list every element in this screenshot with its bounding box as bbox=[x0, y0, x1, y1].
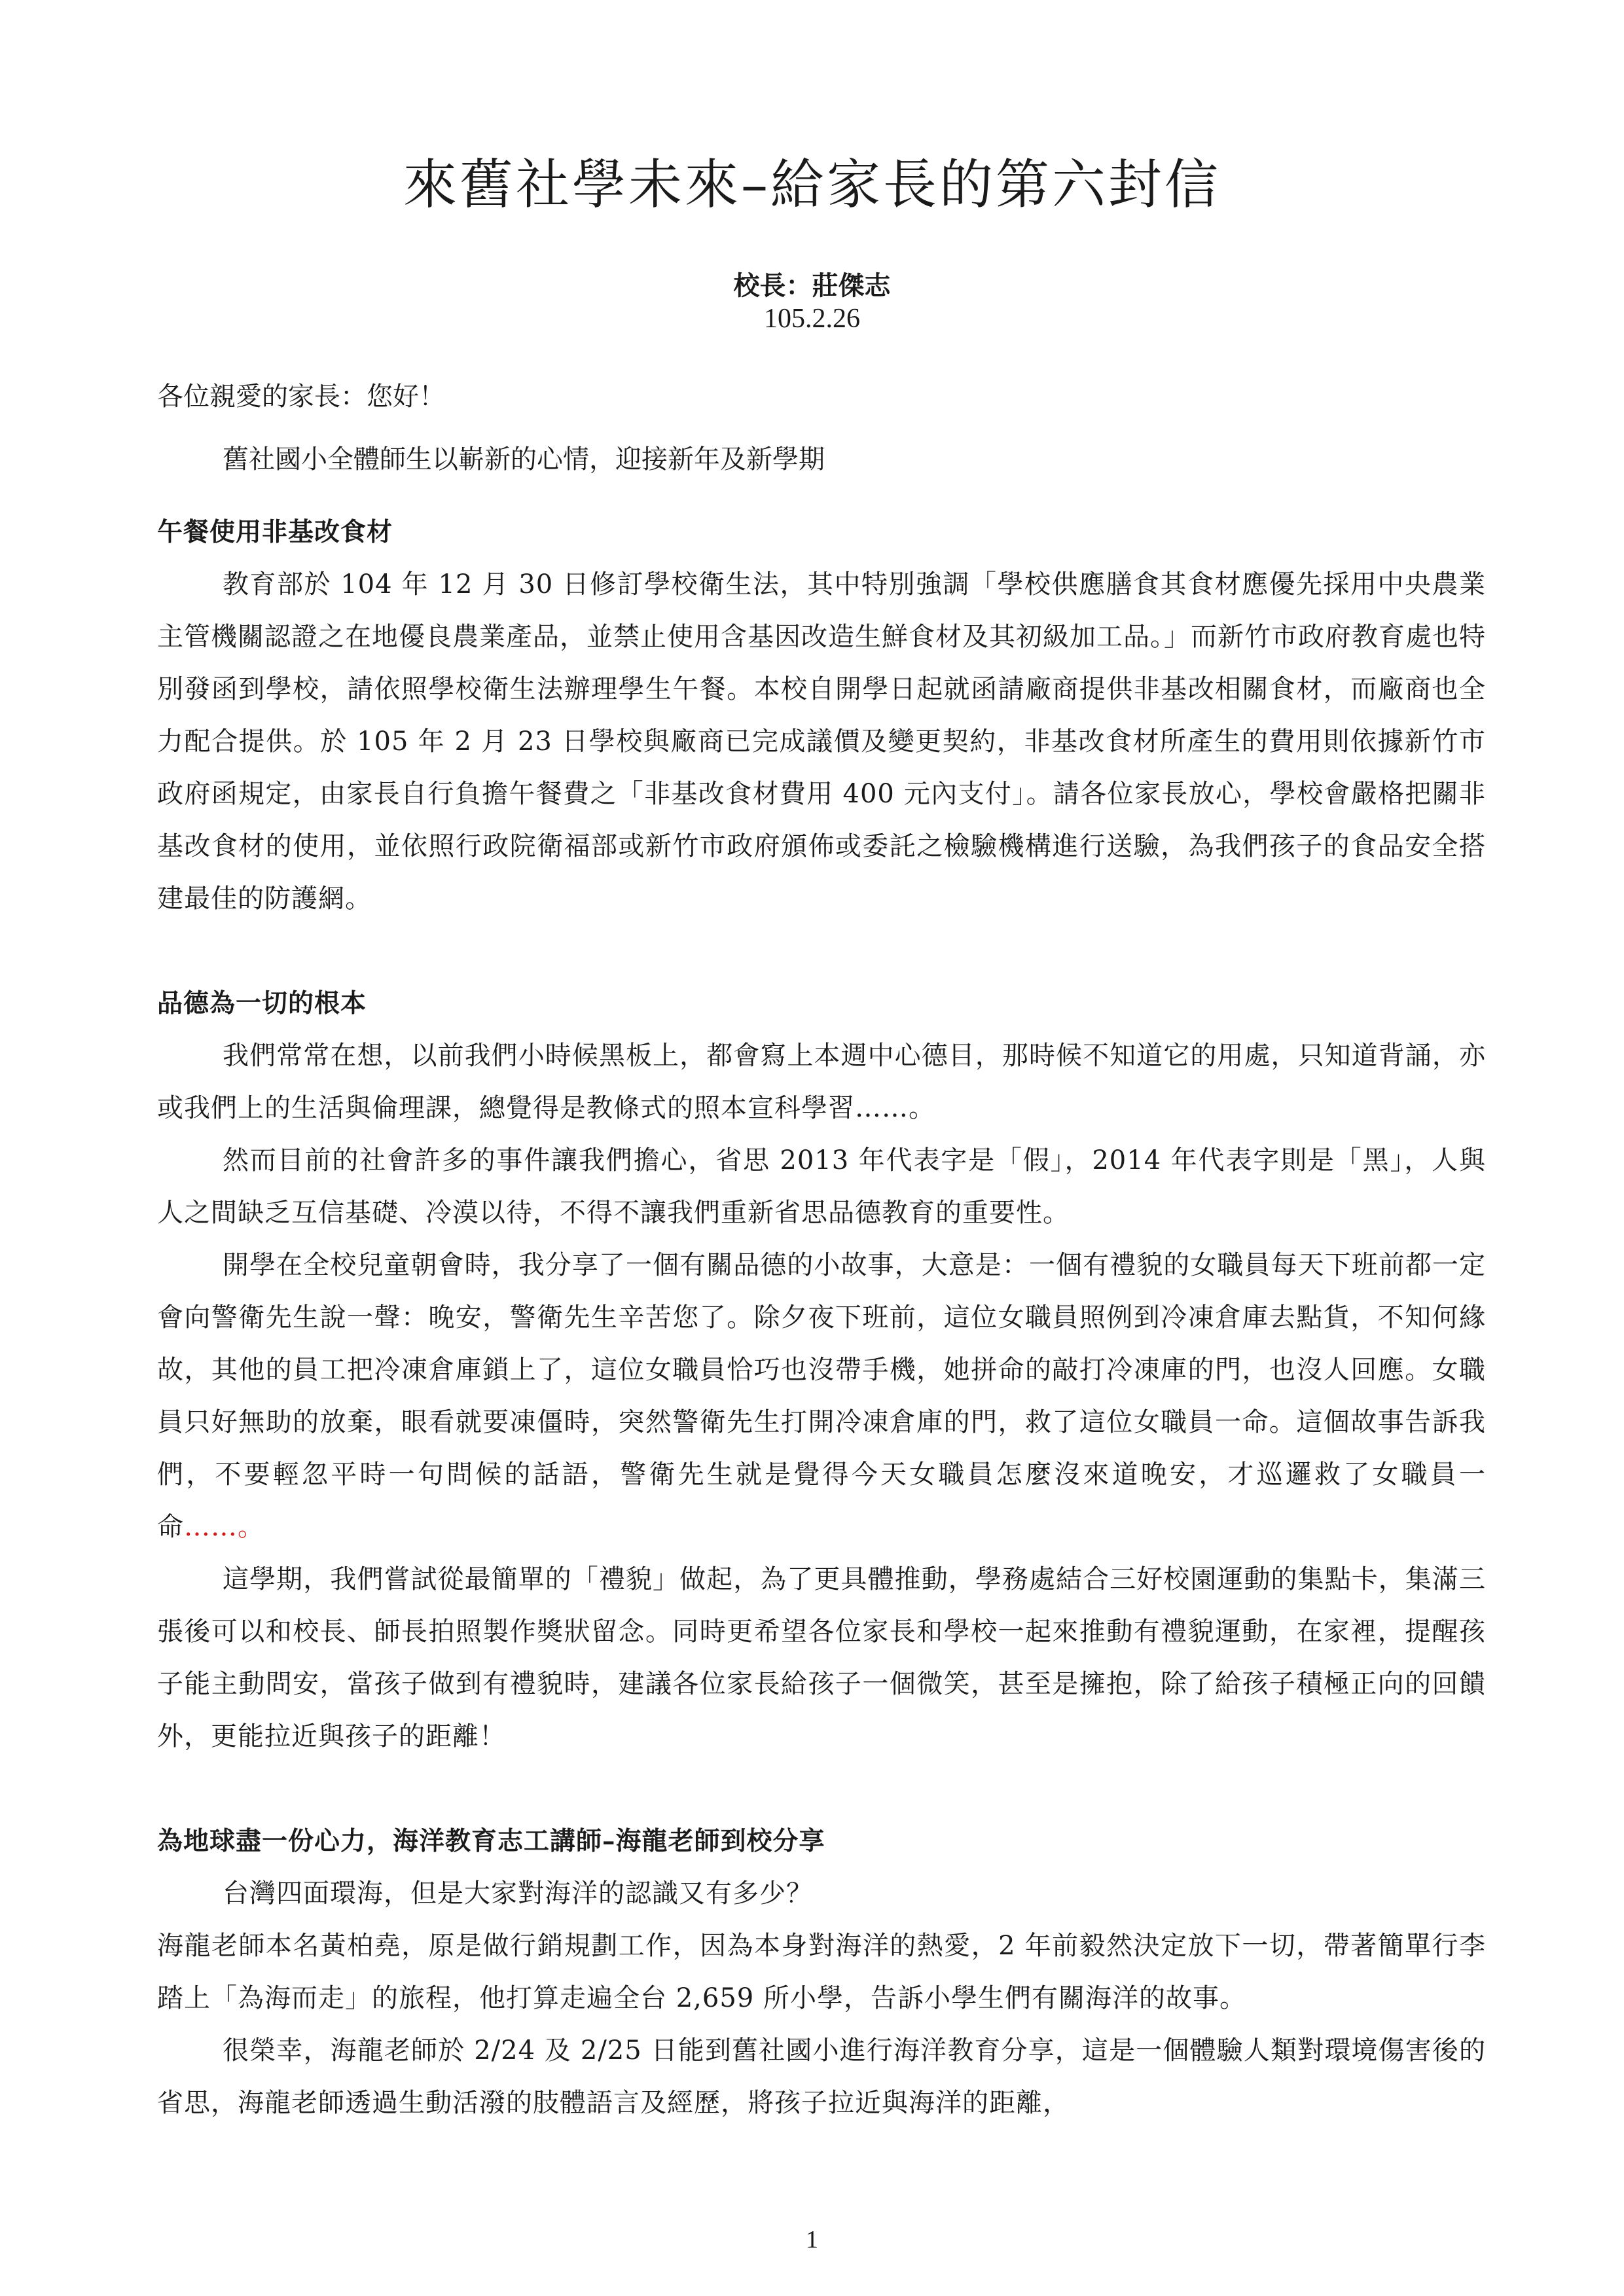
story-ellipsis: ……。 bbox=[184, 1512, 264, 1542]
letter-date: 105.2.26 bbox=[764, 304, 860, 334]
section-heading-ocean: 為地球盡一份心力，海洋教育志工講師–海龍老師到校分享 bbox=[157, 1826, 825, 1856]
paragraph-character-1: 我們常常在想，以前我們小時候黑板上，都會寫上本週中心德目，那時候不知道它的用處，只知道背誦，亦或我們上的生活與倫理課，總覺得是教條式的照本宣科學習……。 bbox=[157, 1041, 1486, 1123]
paragraph-lunch: 教育部於 104 年 12 月 30 日修訂學校衛生法，其中特別強調「學校供應膳食其食材應優先採用中央農業主管機關認證之在地優良農業產品，並禁止使用含基因改造生鮮食材及其初級加工品。」而新竹市政府教育處也特別發函到學校，請依照學校衛生法辦理學生午餐。本校自開學日起就函請廠商提供非基改相關食材，而廠商也全力配合提供。於 105 年 2 月 23 日學校與廠商已完成議價及變更契約，非基改食材所產生的費用則依據新竹市政府函規定，由家長自行負擔午餐費之「非基改食材費用 400 元內支付」。請各位家長放心，學校會嚴格把關非基改食材的使用，並依照行政院衛福部或新竹市政府頒佈或委託之檢驗機構進行送驗，為我們孩子的食品安全搭建最佳的防護網。 bbox=[157, 569, 1486, 914]
paragraph-character-2: 然而目前的社會許多的事件讓我們擔心，省思 2013 年代表字是「假」，2014 年代表字則是「黑」，人與人之間缺乏互信基礎、冷漠以待，不得不讓我們重新省思品德教育的重要性。 bbox=[157, 1145, 1486, 1228]
paragraph-character-4: 這學期，我們嘗試從最簡單的「禮貌」做起，為了更具體推動，學務處結合三好校園運動的集點卡，集滿三張後可以和校長、師長拍照製作獎狀留念。同時更希望各位家長和學校一起來推動有禮貌運動，在家裡，提醒孩子能主動問安，當孩子做到有禮貌時，建議各位家長給孩子一個微笑，甚至是擁抱，除了給孩子積極正向的回饋外，更能拉近與孩子的距離！ bbox=[157, 1564, 1486, 1751]
paragraph-character-story bbox=[157, 1239, 1486, 1553]
paragraph-ocean-2: 海龍老師本名黃柏堯，原是做行銷規劃工作，因為本身對海洋的熱愛，2 年前毅然決定放下一切，帶著簡單行李踏上「為海而走」的旅程，他打算走遍全台 2,659 所小學，告訴小學生們有關海洋的故事。 bbox=[157, 1931, 1486, 2013]
letter-body bbox=[157, 370, 1486, 2129]
paragraph-ocean-3: 很榮幸，海龍老師於 2/24 及 2/25 日能到舊社國小進行海洋教育分享，這是一個體驗人類對環境傷害後的省思，海龍老師透過生動活潑的肢體語言及經歷，將孩子拉近與海洋的距離， bbox=[157, 2036, 1486, 2118]
section-heading-lunch: 午餐使用非基改食材 bbox=[157, 517, 393, 547]
letter-title: 來舊社學未來–給家長的第六封信 bbox=[403, 154, 1221, 216]
section-heading-character: 品德為一切的根本 bbox=[157, 988, 367, 1018]
story-text: 開學在全校兒童朝會時，我分享了一個有關品德的小故事，大意是：一個有禮貌的女職員每天下班前都一定會向警衛先生說一聲：晚安，警衛先生辛苦您了。除夕夜下班前，這位女職員照例到冷凍倉庫去點貨，不知何緣故，其他的員工把冷凍倉庫鎖上了，這位女職員恰巧也沒帶手機，她拼命的敲打冷凍庫的門，也沒人回應。女職員只好無助的放棄，眼看就要凍僵時，突然警衛先生打開冷凍倉庫的門，救了這位女職員一命。這個故事告訴我們，不要輕忽平時一句問候的話語，警衛先生就是覺得今天女職員怎麼沒來道晚安，才巡邏救了女職員一命 bbox=[157, 1250, 1486, 1542]
principal-signature: 校長：莊傑志 bbox=[733, 270, 891, 301]
intro-paragraph: 舊社國小全體師生以嶄新的心情，迎接新年及新學期 bbox=[223, 444, 825, 475]
paragraph-ocean-1: 台灣四面環海，但是大家對海洋的認識又有多少？ bbox=[223, 1878, 813, 1909]
page-number: 1 bbox=[806, 2226, 818, 2253]
greeting: 各位親愛的家長：您好！ bbox=[157, 382, 445, 412]
